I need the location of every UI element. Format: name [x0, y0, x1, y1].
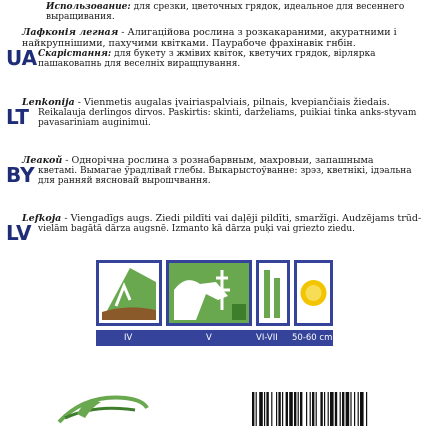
entry-by-title: [6, 155, 422, 166]
entry-lt: [6, 97, 422, 128]
usage-line: [46, 2, 416, 22]
brand-logo: [55, 388, 150, 428]
entry-lt-body: [6, 105, 422, 129]
entry-lt-text: Reikalauja derlingos dirvos. Paskirtis: skinti, darželiams, puikiai tinka anks-styvam pavasariniam auginimui.: [38, 108, 417, 128]
growing-labels-row: [96, 330, 333, 346]
entry-lv-name: Lefkoja: [22, 213, 62, 224]
entry-lt-description: - Vienmetis augalas įvairiaspalviais, pilnais, kvepiančiais žiedais.: [74, 97, 390, 108]
language-code-lv: LV: [6, 221, 32, 245]
language-code-by: BY: [6, 163, 35, 187]
watering-icon: [256, 260, 290, 326]
entry-ua-title: [6, 27, 422, 49]
entry-ua-name: Лафконія легная: [22, 27, 119, 38]
entry-ua: [6, 27, 422, 69]
entry-lt-title: [6, 97, 422, 108]
entry-by-name: Леакой: [22, 155, 63, 166]
barcode-bars: [250, 392, 420, 426]
entry-lt-name: Lenkonija: [22, 97, 75, 108]
entry-by: [6, 155, 422, 186]
entry-lv-title: [6, 213, 422, 224]
growing-info-banner: [96, 260, 333, 348]
sowing-month-label: IV: [124, 333, 133, 343]
entry-ua-body: [6, 46, 422, 70]
growing-icons-row: [96, 260, 333, 326]
planting-month-label: V: [206, 333, 212, 343]
entry-ua-description: - Алигацiйова рослина з розкакараними, акуратними i найкрупнiшими, пахучими квiтками. Паурабоче фрахiнавiк гнбiн.: [22, 27, 397, 49]
planting-hand-icon: [166, 260, 252, 326]
entry-by-body: [6, 163, 422, 187]
entry-by-text: кветамі. Вымагае ўрадлівай глебы. Выкарыстоўванне: зрэз, кветнікі, ідэальна для ранняй вясновай вырошчвання.: [38, 166, 412, 186]
flowering-months-label: VI-VII: [256, 333, 278, 343]
usage-text: для срезки, цветочных грядок, идеальное для весеннего выращивания.: [46, 2, 405, 22]
language-code-lt: LT: [6, 105, 30, 129]
entry-by-description: - Однорічна рослина з рознабарвным, махровыи, запашныма: [62, 155, 374, 166]
entry-lv-body: [6, 221, 422, 245]
entry-ua-text: для букету з жмiвих квiток, кветучих грядок, вiрлярка пашаковапнь для веселнiх виращпування.: [38, 49, 376, 69]
usage-label: Использование:: [46, 2, 131, 12]
entry-ua-label: Скарiстання:: [38, 49, 112, 59]
barcode: [250, 392, 420, 426]
entry-lv: [6, 213, 422, 245]
sowing-icon: [96, 260, 162, 326]
height-label: 50-60 cm: [292, 333, 333, 343]
entry-lv-text: vielām bagātā dārza augsnē. Izmanto kā dārza puķi vai griezto ziedu.: [38, 224, 355, 234]
language-code-ua: UA: [6, 46, 38, 70]
sun-icon: [294, 260, 333, 326]
entry-lv-description: - Viengadīgs augs. Ziedi pildīti vai daļēji pildīti, smaržīgi. Audzējams trūd-: [61, 213, 422, 224]
